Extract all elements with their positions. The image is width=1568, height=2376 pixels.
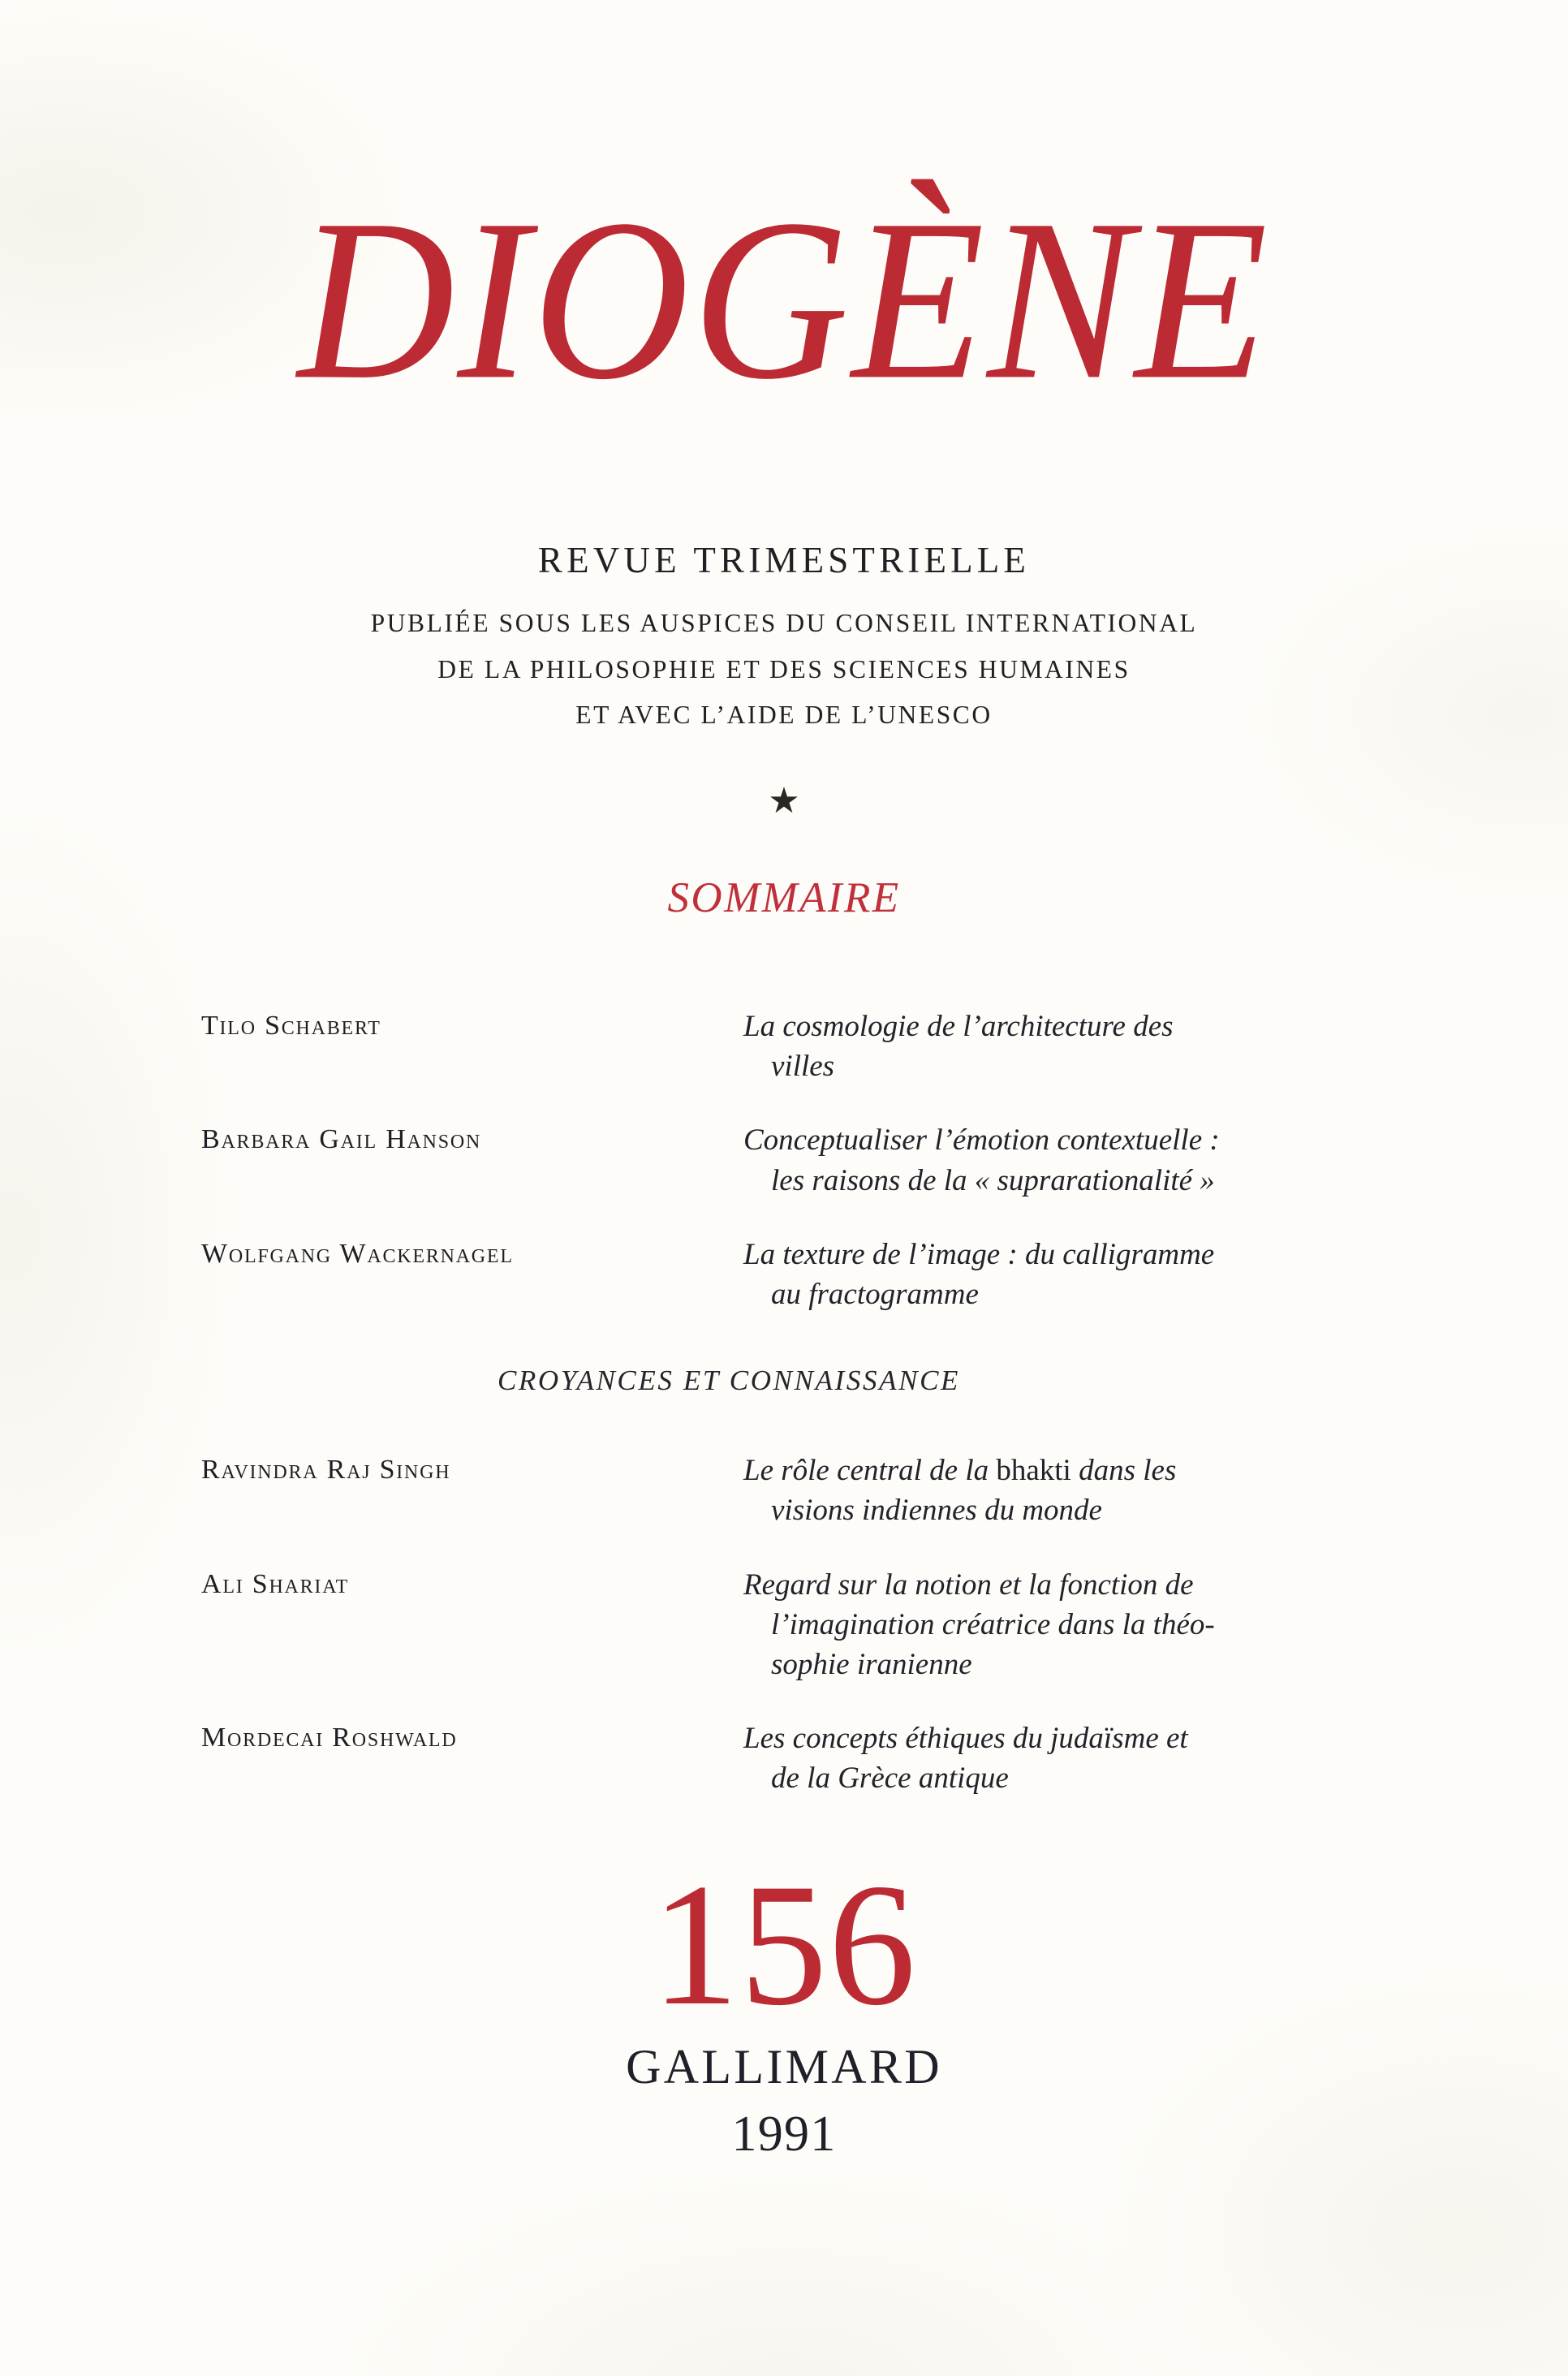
entry-title-line: La texture de l’image : du calligramme [743,1237,1215,1271]
subtitle-frequency: REVUE TRIMESTRIELLE [537,540,1031,580]
entry-author: Wolfgang Wackernagel [201,1238,514,1269]
entry-title [729,1565,1354,1685]
entry-title [729,1451,1354,1530]
star-icon: ★ [768,781,800,821]
entry-title-segment: dans les [1070,1454,1177,1488]
entry-title-line: de la Grèce antique [771,1762,1009,1796]
journal-title: DIOGÈNE [297,171,1271,427]
entry-title [729,1007,1354,1086]
publication-year: 1991 [731,2106,837,2162]
subtitle-auspices-line-3: ET AVEC L’AIDE DE L’UNESCO [575,701,993,729]
entry-author: Ali Shariat [201,1568,350,1599]
entry-title-line: les raisons de la « suprarationalité » [771,1163,1215,1197]
contents-heading: SOMMAIRE [667,874,901,921]
entry-title-line: sophie iranienne [771,1648,972,1682]
entry-title-line: visions indiennes du monde [771,1494,1102,1528]
entry-author: Barbara Gail Hanson [201,1124,482,1155]
subtitle-auspices-line-2: DE LA PHILOSOPHIE ET DES SCIENCES HUMAINES [437,654,1131,683]
list-item [201,1120,1354,1200]
ornament-row [0,783,1568,819]
contents-section-heading: CROYANCES ET CONNAISSANCE [497,1365,961,1397]
entry-author: Tilo Schabert [201,1011,381,1041]
list-item [201,1007,1354,1086]
entry-title-line: Conceptualiser l’émotion contextuelle : [743,1123,1220,1158]
entry-author: Ravindra Raj Singh [201,1455,451,1486]
issue-number: 156 [651,1848,917,2042]
table-of-contents [201,1007,1354,1833]
entry-title [729,1235,1354,1314]
list-item [201,1235,1354,1314]
subtitle-block [0,542,1568,728]
entry-title-segment: Le rôle central de la [743,1454,997,1488]
contents-heading-row [0,874,1568,921]
entry-title [729,1120,1354,1200]
entry-title-line: au fractogramme [771,1278,979,1312]
entry-title-term: bhakti [996,1454,1071,1488]
entry-author: Mordecai Roshwald [201,1723,458,1753]
list-item [201,1718,1354,1798]
cover-footer [0,1848,1568,2162]
publisher-name: GALLIMARD [626,2039,942,2094]
entry-title-line: La cosmologie de l’architecture des [743,1010,1174,1043]
entry-title-line: Les concepts éthiques du judaïsme et [743,1722,1188,1756]
list-item [201,1565,1354,1685]
subtitle-auspices-line-1: PUBLIÉE SOUS LES AUSPICES DU CONSEIL INTERNATIONAL [370,609,1198,637]
masthead [0,171,1568,427]
entry-title-line: l’imagination créatrice dans la théo- [771,1607,1215,1641]
list-item [201,1451,1354,1530]
entry-title-line: Regard sur la notion et la fonction de [743,1567,1194,1602]
entry-title [729,1718,1354,1798]
entry-title-line: villes [771,1050,835,1084]
